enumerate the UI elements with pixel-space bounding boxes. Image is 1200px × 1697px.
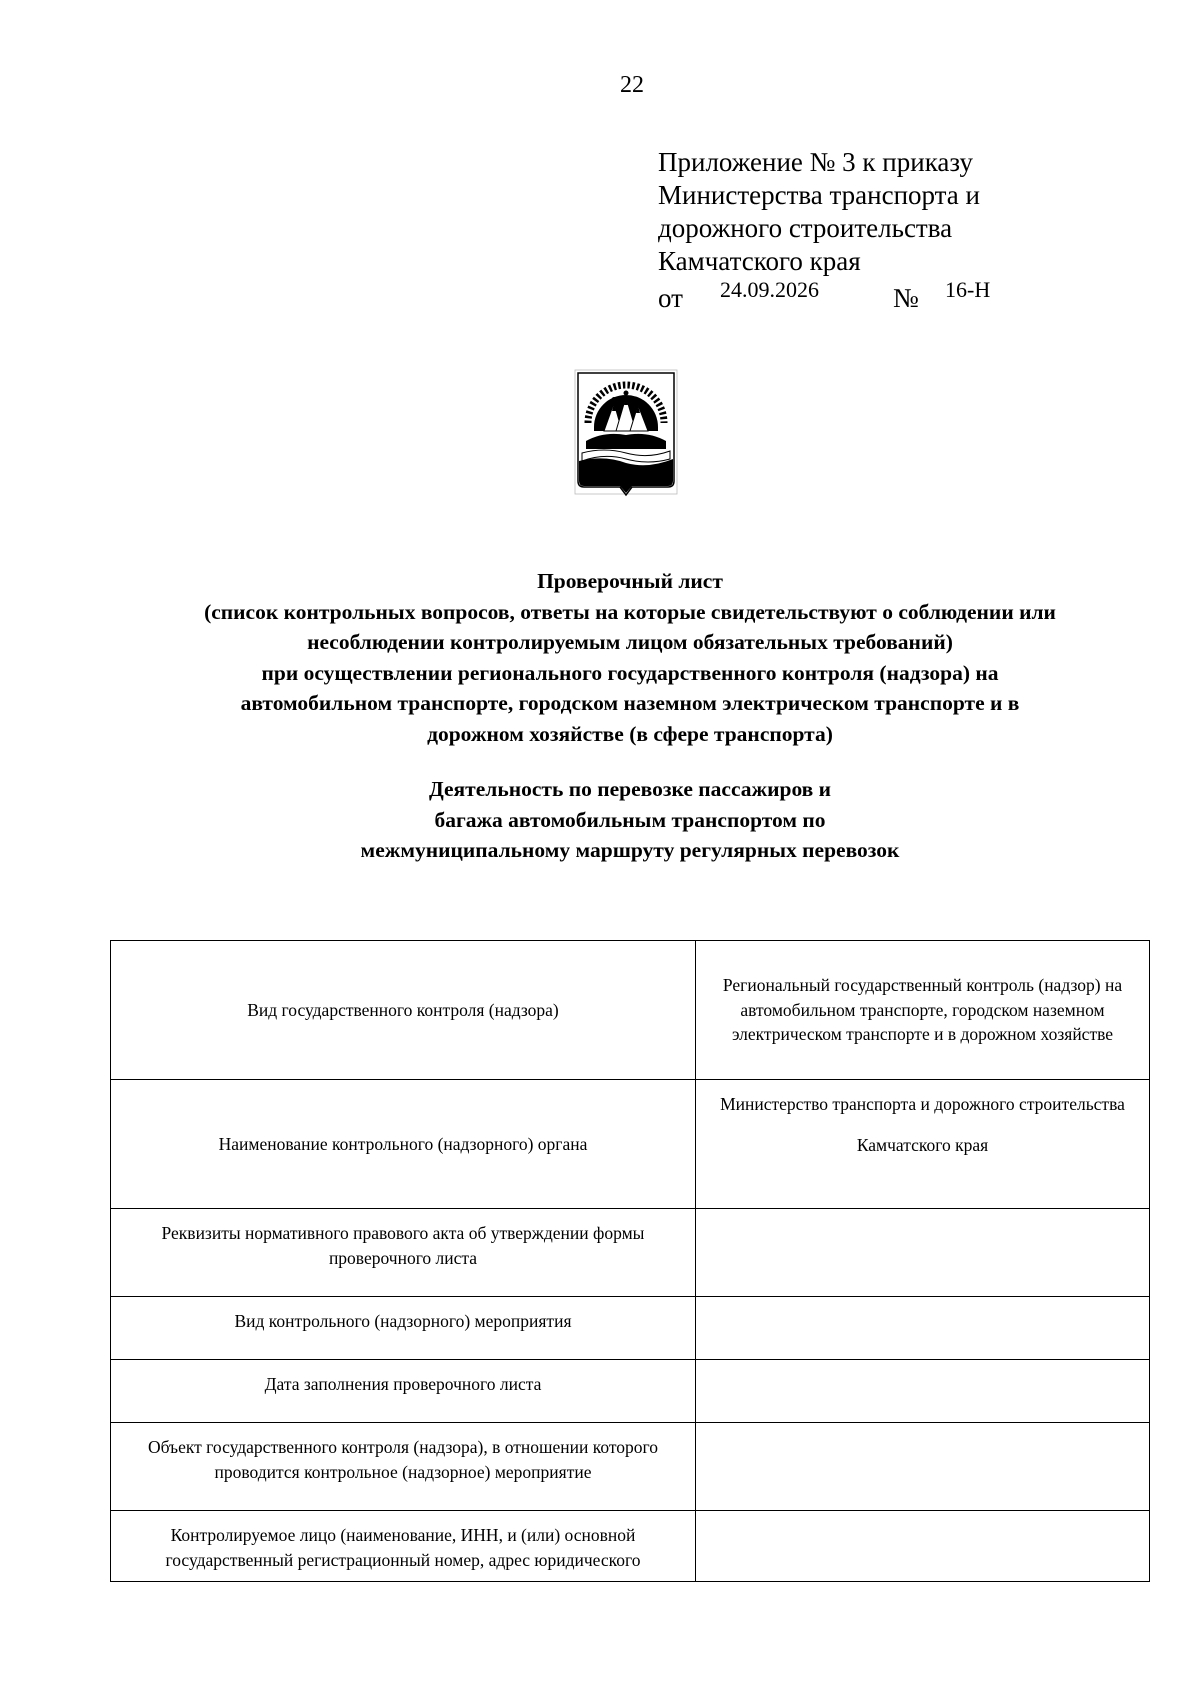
title-line: Проверочный лист <box>537 569 723 593</box>
order-reference <box>658 277 1078 313</box>
table-row <box>111 941 1150 1080</box>
page-number: 22 <box>620 72 644 98</box>
appendix-line: Камчатского края <box>658 246 861 276</box>
appendix-line: Приложение № 3 к приказу <box>658 147 973 177</box>
row-label: Реквизиты нормативного правового акта об утверждении формы проверочного листа <box>111 1209 696 1297</box>
row-label: Дата заполнения проверочного листа <box>111 1360 696 1423</box>
row-value[interactable] <box>696 1423 1150 1511</box>
subtitle-line: багажа автомобильным транспортом по <box>434 807 826 832</box>
coat-of-arms-emblem <box>574 369 678 499</box>
table-row <box>111 1297 1150 1360</box>
row-label: Наименование контрольного (надзорного) органа <box>111 1080 696 1209</box>
title-line: несоблюдении контролируемым лицом обязательных требований) <box>307 630 953 654</box>
row-value[interactable] <box>696 1297 1150 1360</box>
subtitle-line: Деятельность по перевозке пассажиров и <box>428 777 832 801</box>
table-row <box>111 1360 1150 1423</box>
table-row <box>111 1511 1150 1582</box>
row-value: Региональный государственный контроль (надзор) на автомобильном транспорте, городском наземном электрическом транспорте и в дорожном хозяйстве <box>696 941 1150 1080</box>
table-row <box>111 1423 1150 1511</box>
row-label: Вид контрольного (надзорного) мероприятия <box>111 1297 696 1360</box>
row-value[interactable] <box>696 1209 1150 1297</box>
row-label: Объект государственного контроля (надзора), в отношении которого проводится контрольное (надзорное) мероприятие <box>111 1423 696 1511</box>
coat-of-arms-icon <box>574 369 678 499</box>
subtitle-line: межмуниципальному маршруту регулярных перевозок <box>360 838 900 862</box>
row-value[interactable] <box>696 1511 1150 1582</box>
title-line: (список контрольных вопросов, ответы на которые свидетельствуют о соблюдении или <box>204 599 1056 624</box>
order-number: 16-Н <box>945 277 991 302</box>
table-row <box>111 1209 1150 1297</box>
order-ot-label: от <box>658 283 683 313</box>
title-line: дорожном хозяйстве (в сфере транспорта) <box>427 721 833 746</box>
row-value <box>696 1080 1150 1209</box>
row-value-line: Министерство транспорта и дорожного строительства <box>720 1094 1125 1114</box>
info-table <box>110 940 1150 1582</box>
order-number-sign: № <box>893 283 919 313</box>
document-title <box>110 566 1150 749</box>
activity-subtitle <box>110 774 1150 866</box>
row-value-line: Камчатского края <box>856 1134 989 1155</box>
row-value[interactable] <box>696 1360 1150 1423</box>
row-label: Контролируемое лицо (наименование, ИНН, и (или) основной государственный регистрационный номер, адрес юридического <box>111 1511 696 1582</box>
title-line: при осуществлении регионального государственного контроля (надзора) на <box>261 660 999 685</box>
title-line: автомобильном транспорте, городском наземном электрическом транспорте и в <box>240 691 1020 715</box>
appendix-header <box>658 146 1078 278</box>
order-date: 24.09.2026 <box>720 277 819 302</box>
table-row <box>111 1080 1150 1209</box>
row-label: Вид государственного контроля (надзора) <box>111 941 696 1080</box>
appendix-line: дорожного строительства <box>658 213 953 243</box>
appendix-line: Министерства транспорта и <box>658 180 980 210</box>
